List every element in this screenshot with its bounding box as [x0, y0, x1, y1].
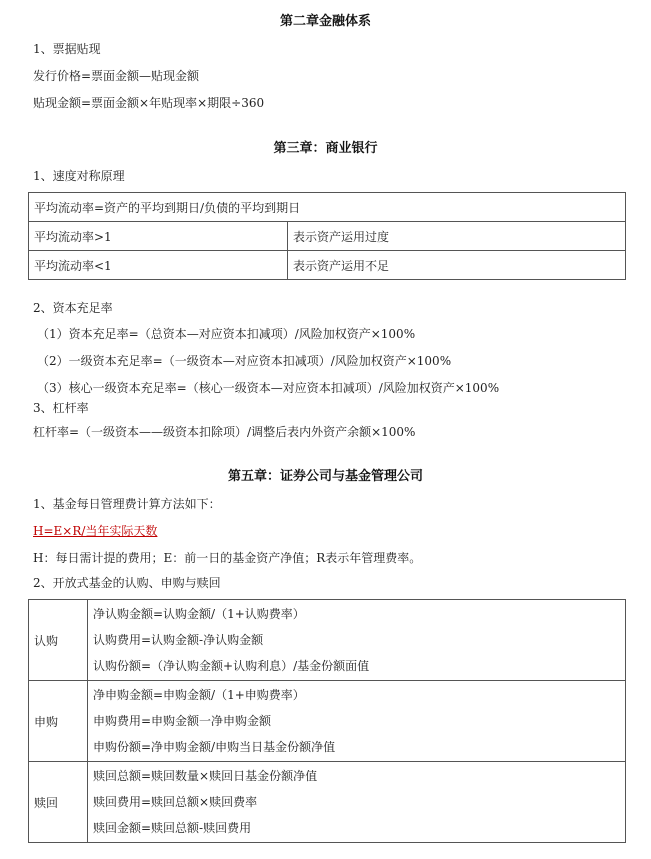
- fund-table: [28, 599, 626, 843]
- formula-line: 赎回总额=赎回数量×赎回日基金份额净值: [93, 769, 318, 783]
- table-cell: 表示资产运用过度: [288, 222, 626, 251]
- table-row: [29, 193, 626, 222]
- formula-line: 净认购金额=认购金额/（1+认购费率）: [93, 607, 305, 621]
- formula-discount-amount: 贴现金额=票面金额×年贴现率×期限÷360: [33, 96, 265, 110]
- table-cell: [88, 600, 626, 681]
- section-leverage: 3、杠杆率: [33, 401, 89, 415]
- section-symmetry-principle: 1、速度对称原理: [33, 169, 125, 183]
- table-row: [29, 222, 626, 251]
- formula-line: 认购费用=认购金额-净认购金额: [93, 633, 264, 647]
- liquidity-table: [28, 192, 626, 280]
- formula-capital-ratio: （1）资本充足率=（总资本—对应资本扣减项）/风险加权资产×100%: [37, 327, 416, 341]
- formula-tier1-ratio: （2）一级资本充足率=（一级资本—对应资本扣减项）/风险加权资产×100%: [37, 354, 452, 368]
- table-row: [29, 762, 626, 843]
- chapter-3-title: 第三章：商业银行: [273, 141, 378, 156]
- formula-line: 申购份额=净申购金额/申购当日基金份额净值: [93, 740, 336, 754]
- formula-issue-price: 发行价格=票面金额—贴现金额: [33, 69, 200, 83]
- table-cell: 平均流动率<1: [29, 251, 288, 280]
- section-open-fund: 2、开放式基金的认购、申购与赎回: [33, 576, 221, 590]
- formula-line: 赎回费用=赎回总额×赎回费率: [93, 795, 258, 809]
- formula-core-tier1-ratio: （3）核心一级资本充足率=（核心一级资本—对应资本扣减项）/风险加权资产×100%: [37, 381, 500, 395]
- row-label-subscription: 认购: [29, 600, 88, 681]
- chapter-2-title: 第二章金融体系: [279, 14, 371, 29]
- formula-line: 净申购金额=申购金额/（1+申购费率）: [93, 688, 305, 702]
- table-row: [29, 600, 626, 681]
- formula-leverage: 杠杆率=（一级资本——级资本扣除项）/调整后表内外资产余额×100%: [33, 425, 416, 439]
- table-row: [29, 681, 626, 762]
- section-fee-method: 1、基金每日管理费计算方法如下：: [33, 497, 221, 511]
- table-cell: [88, 681, 626, 762]
- chapter-5-title: 第五章：证券公司与基金管理公司: [227, 469, 423, 484]
- table-cell: 表示资产运用不足: [288, 251, 626, 280]
- table-cell: [88, 762, 626, 843]
- formula-line: 申购费用=申购金额一净申购金额: [93, 714, 272, 728]
- liquidity-table-header: 平均流动率=资产的平均到期日/负债的平均到期日: [29, 193, 626, 222]
- formula-daily-fee: H=E×R/当年实际天数: [33, 524, 158, 538]
- formula-legend: H：每日需计提的费用；E：前一日的基金资产净值；R表示年管理费率。: [33, 551, 422, 565]
- row-label-purchase: 申购: [29, 681, 88, 762]
- formula-line: 赎回金额=赎回总额-赎回费用: [93, 821, 252, 835]
- formula-line: 认购份额=（净认购金额+认购利息）/基金份额面值: [93, 659, 370, 673]
- table-cell: 平均流动率>1: [29, 222, 288, 251]
- section-capital-adequacy: 2、资本充足率: [33, 301, 113, 315]
- row-label-redemption: 赎回: [29, 762, 88, 843]
- table-row: [29, 251, 626, 280]
- section-bill-discount: 1、票据贴现: [33, 42, 101, 56]
